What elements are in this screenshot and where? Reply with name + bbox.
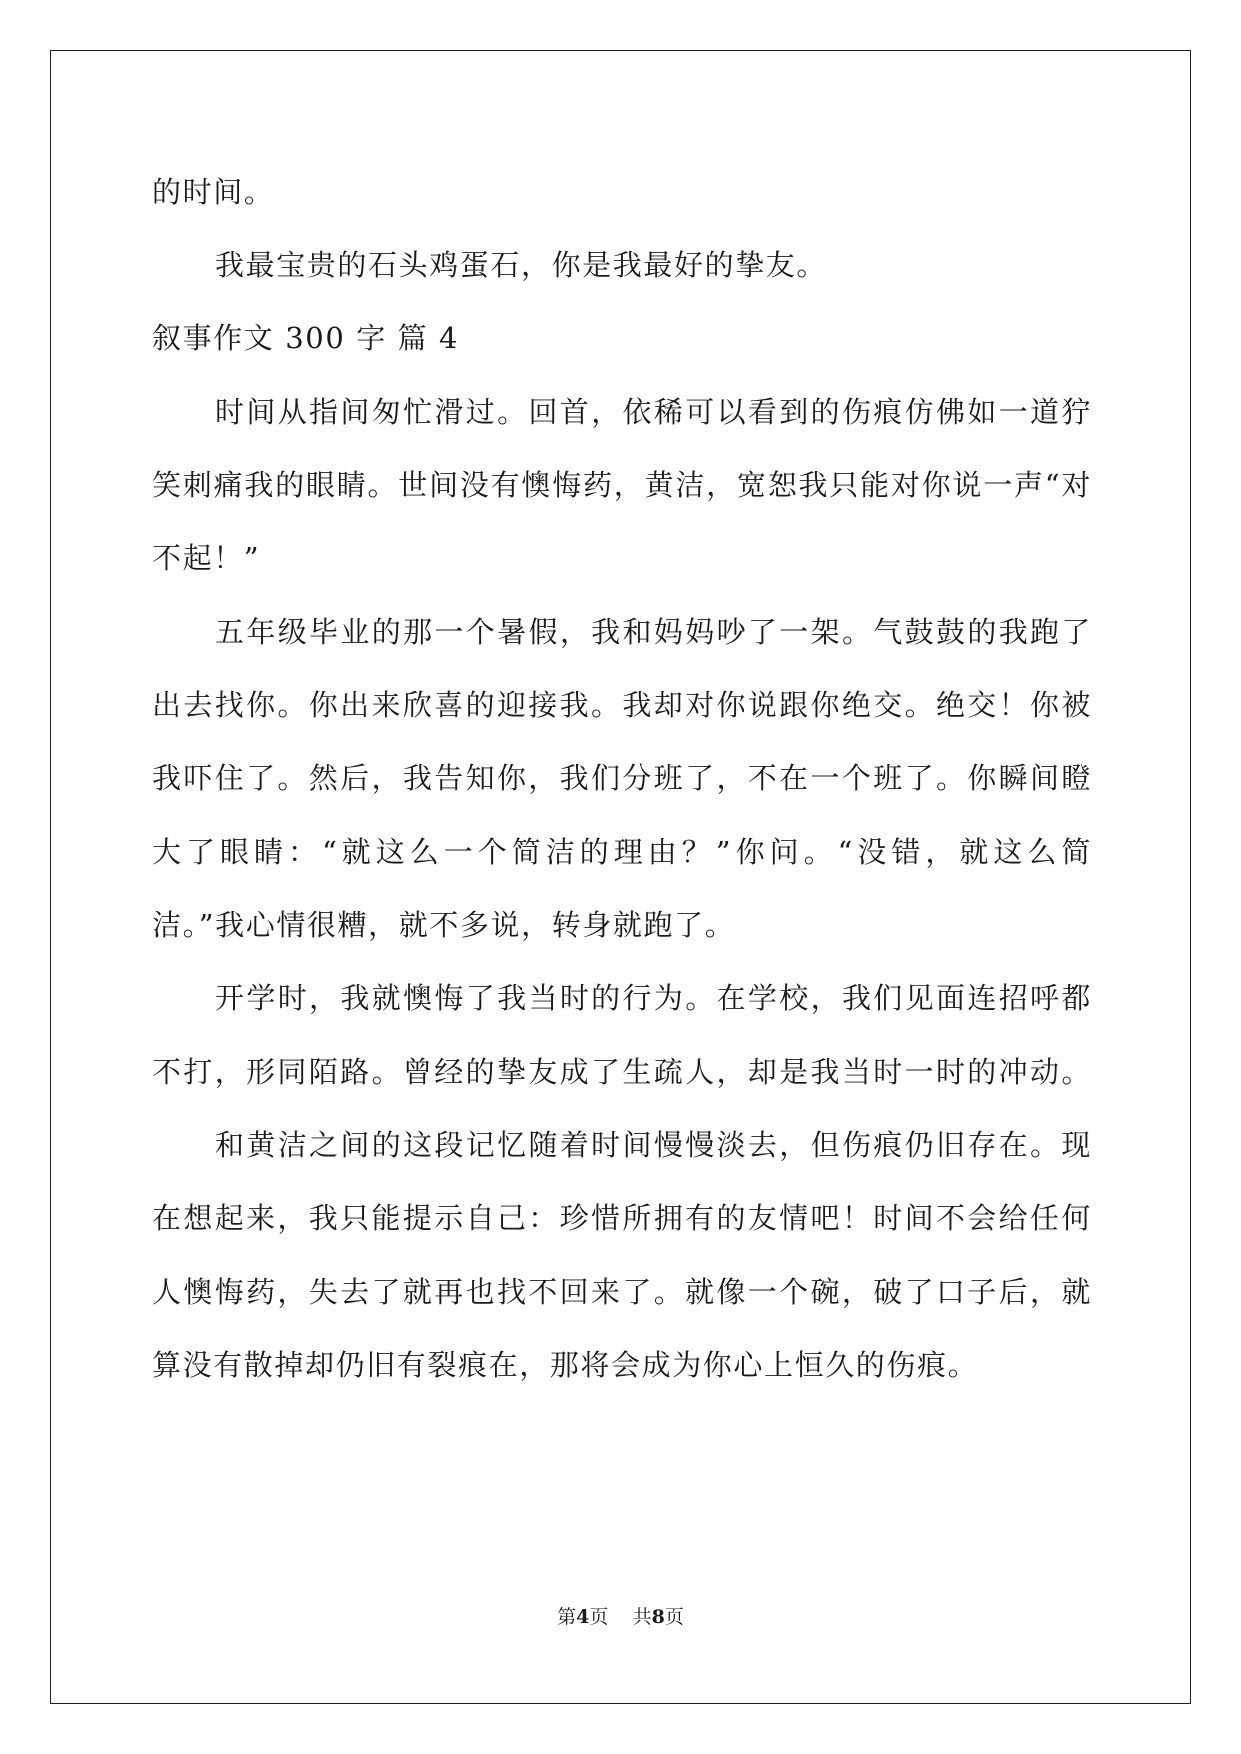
paragraph-line: 洁。”我心情很糟，就不多说，转身就跑了。 bbox=[152, 908, 736, 942]
section-heading: 叙事作文 300 字 篇 4 bbox=[152, 321, 460, 355]
paragraph-line: 大了眼睛：“就这么一个简洁的理由？”你问。“没错，就这么简 bbox=[152, 835, 1092, 869]
paragraph-line: 不打，形同陌路。曾经的挚友成了生疏人，却是我当时一时的冲动。 bbox=[152, 1055, 1092, 1089]
paragraph-line: 我吓住了。然后，我告知你，我们分班了，不在一个班了。你瞬间瞪 bbox=[152, 761, 1092, 795]
paragraph-line: 出去找你。你出来欣喜的迎接我。我却对你说跟你绝交。绝交！你被 bbox=[152, 688, 1092, 722]
paragraph-line: 和黄洁之间的这段记忆随着时间慢慢淡去，但伤痕仍旧存在。现 bbox=[215, 1128, 1092, 1162]
paragraph-line: 的时间。 bbox=[152, 175, 275, 209]
paragraph-line: 不起！” bbox=[152, 541, 261, 575]
paragraph-line: 开学时，我就懊悔了我当时的行为。在学校，我们见面连招呼都 bbox=[215, 981, 1092, 1015]
paragraph-line: 我最宝贵的石头鸡蛋石，你是我最好的挚友。 bbox=[215, 248, 828, 282]
paragraph-line: 人懊悔药，失去了就再也找不回来了。就像一个碗，破了口子后，就 bbox=[152, 1275, 1092, 1309]
page-border bbox=[50, 50, 1191, 1704]
paragraph-line: 时间从指间匆忙滑过。回首，依稀可以看到的伤痕仿佛如一道狞 bbox=[215, 395, 1092, 429]
paragraph-line: 笑刺痛我的眼睛。世间没有懊悔药，黄洁，宽恕我只能对你说一声“对 bbox=[152, 468, 1092, 502]
page-footer bbox=[0, 1605, 1241, 1629]
page-total: 共8页 bbox=[632, 1606, 684, 1628]
paragraph-line: 五年级毕业的那一个暑假，我和妈妈吵了一架。气鼓鼓的我跑了 bbox=[215, 615, 1092, 649]
paragraph-line: 算没有散掉却仍旧有裂痕在，那将会成为你心上恒久的伤痕。 bbox=[152, 1348, 979, 1382]
page-number: 第4页 bbox=[557, 1606, 609, 1628]
paragraph-line: 在想起来，我只能提示自己：珍惜所拥有的友情吧！时间不会给任何 bbox=[152, 1201, 1092, 1235]
